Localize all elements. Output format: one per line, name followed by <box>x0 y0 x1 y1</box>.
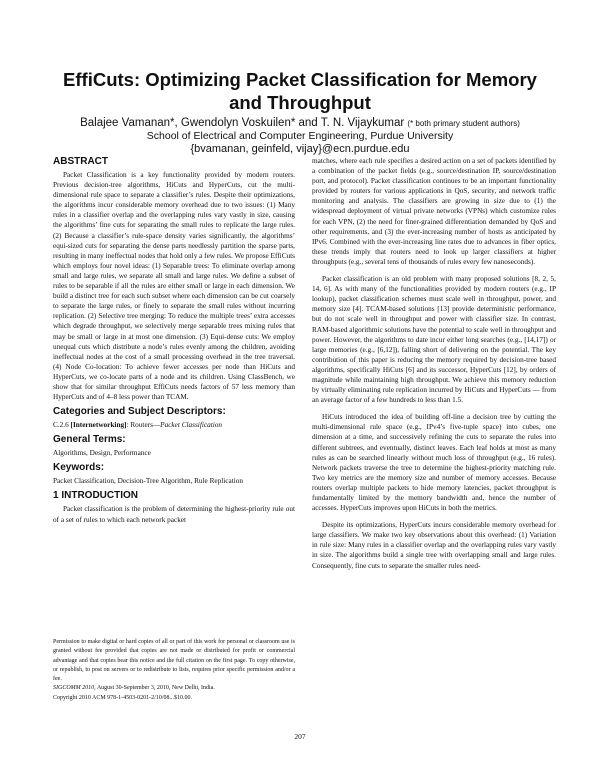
venue-line <box>53 684 295 693</box>
page-number: 207 <box>294 732 306 741</box>
venue-name: SIGCOMM 2010, <box>53 685 96 692</box>
title-line-1: EffiCuts: Optimizing Packet Classification for Memory <box>63 69 537 90</box>
permission-notice: Permission to make digital or hard copies of all or part of this work for personal or classroom use is granted without fee provided that copies are not made or distributed for profit or commercial advantage and that copies bear this notice and the full citation on the first page. To copy otherwise, or republish, to post on servers or to redistribute to lists, requires prior specific permission and/or a fee. <box>53 639 295 683</box>
category-packet-classification: Packet Classification <box>160 421 222 430</box>
venue-details: August 30-September 3, 2010, New Delhi, India. <box>95 685 215 692</box>
general-terms-text: Algorithms, Design, Performance <box>53 449 151 458</box>
copyright-line: Copyright 2010 ACM 978-1-4503-0201-2/10/08...$10.00. <box>53 694 192 701</box>
intro-paragraph-4: Despite its optimizations, HyperCuts incurs considerable memory overhead for large classifiers. We make two key observations about this overhead: (1) Variation in rule size: Many rules in a classifier overlap and the overlapping rules vary vastly in size. The algorithms build a single tree with overlapping small and large rules. Consequently, fine cuts to separate the smaller rules need- <box>312 521 556 570</box>
title-line-2: and Throughput <box>229 92 371 113</box>
intro-paragraph-3: HiCuts introduced the idea of building off-line a decision tree by cutting the multi-dimensional rule space (e.g., IPv4’s five-tuple space) into cubes, one dimension at a time, and successively refining the cuts to separate the rules into different subtrees, and eventually, distinct leaves. Each leaf holds at most as many rules as can be searched linearly without much loss of throughput (e.g., 16 rules). Network packets traverse the tree to determine the highest-priority matching rule. Two key metrics are the memory size and number of memory accesses. Because routers overlap multiple packets to hide memory latencies, packet throughput is fundamentally limited by the memory bandwidth and, hence the number of accesses. HyperCuts improves upon HiCuts in both the metrics. <box>312 413 556 513</box>
keywords-text: Packet Classification, Decision-Tree Algorithm, Rule Replication <box>53 477 244 486</box>
category-internetworking: [Internetworking] <box>70 421 127 430</box>
intro-paragraph-1: matches, where each rule specifies a desired action on a set of packets identified by a combination of the packet fields (e.g., source/destination IP, source/destination port, and protocol). Packet classification continues to be an important functionality provided by routers for various applications in QoS, security, and network traffic monitoring and analysis. The classifiers are growing in size due to (1) the widespread deployment of virtual private networks (VPNs) which customize rules for each VPN, (2) the need for finer-grained differentiation demanded by QoS and other requirements, and (3) the ever-increasing number of hosts as anticipated by IPv6. Combined with the ever-increasing line rates due to advances in fiber optics, these trends imply that routers need to look up larger classifiers at higher throughputs (e.g., several tens of thousands of rules every few nanoseconds). <box>312 157 556 266</box>
copyright-footnote <box>53 638 295 703</box>
abstract-text: Packet Classification is a key functionality provided by modern routers. Previous decision-tree algorithms, HiCuts and HyperCuts, cut the multi-dimensional rule space to separate a classifier’s rules. Despite their optimizations, the algorithms incur considerable memory overhead due to two issues: (1) Many rules in a classifier overlap and the overlapping rules vary vastly in size, causing the algorithms’ fine cuts for separating the small rules to replicate the large rules. (2) Because a classifier’s rule-space density varies significantly, the algorithms’ equi-sized cuts for separating the dense parts needlessly partition the sparse parts, resulting in many ineffectual nodes that hold only a few rules. We propose EffiCuts which employs four novel ideas: (1) Separable trees: To eliminate overlap among small and large rules, we separate all small and large rules. We define a subset of rules to be separable if all the rules are either small or large in each dimension. We build a distinct tree for each such subset where each dimension can be cut coarsely to separate the large rules, or finely to separate the small rules without incurring replication. (2) Selective tree merging: To reduce the multiple trees’ extra accesses which degrade throughput, we selectively merge separable trees mixing rules that may be small or large in at most one dimension. (3) Equi-dense cuts: We employ unequal cuts which distribute a node’s rules evenly among the children, avoiding ineffectual nodes at the cost of a small processing overhead in the tree traversal. (4) Node Co-location: To achieve fewer accesses per node than HiCuts and HyperCuts, we co-locate parts of a node and its children. Using ClassBench, we show that for similar throughput EffiCuts needs factors of 57 less memory than HyperCuts and of 4–8 less power than TCAM. <box>53 171 295 402</box>
author-note: (* both primary student authors) <box>407 119 520 128</box>
introduction-heading: 1 INTRODUCTION <box>53 490 138 502</box>
left-column <box>53 156 295 525</box>
category-routers: : Routers— <box>126 421 161 430</box>
general-terms-heading: General Terms: <box>53 434 126 446</box>
right-column <box>312 156 556 572</box>
introduction-text-left: Packet classification is the problem of determining the highest-priority rule out of a set of rules to which each network packet <box>53 505 295 524</box>
categories-text <box>53 420 295 430</box>
author-emails: {bvamanan, geinfeld, vijay}@ecn.purdue.edu <box>190 143 410 155</box>
abstract-heading: ABSTRACT <box>53 156 108 167</box>
paper-title <box>40 68 560 114</box>
author-list <box>40 116 560 131</box>
affiliation: School of Electrical and Computer Engineering, Purdue University <box>146 130 454 142</box>
category-code: C.2.6 <box>53 421 69 430</box>
intro-paragraph-2: Packet classification is an old problem with many proposed solutions [8, 2, 5, 14, 6]. As with many of the functionalities provided by modern routers (e.g., IP lookup), packet classification schemes must scale well in throughput, power, and memory size [4]. TCAM-based solutions [13] provide deterministic performance, but do not scale well in throughput and power with classifier size. In contrast, RAM-based algorithmic solutions have the potential to scale well in throughput and power. However, the algorithms to date incur either long searches (e.g., [14,17]) or large memories (e.g., [6,12]), falling short of delivering on the potential. The key contribution of this paper is reducing the memory required by decision-tree based algorithms, specifically HiCuts [6] and its successor, HyperCuts [12], by orders of magnitude while maintaining high throughput. We achieve this memory reduction by virtually eliminating rule replication incurred by HiCuts and HyperCuts — from an average factor of a few hundreds to less than 1.5. <box>312 275 556 405</box>
author-names: Balajee Vamanan*, Gwendolyn Voskuilen* and T. N. Vijaykumar <box>80 117 405 129</box>
keywords-heading: Keywords: <box>53 462 105 474</box>
categories-heading: Categories and Subject Descriptors: <box>53 406 226 418</box>
